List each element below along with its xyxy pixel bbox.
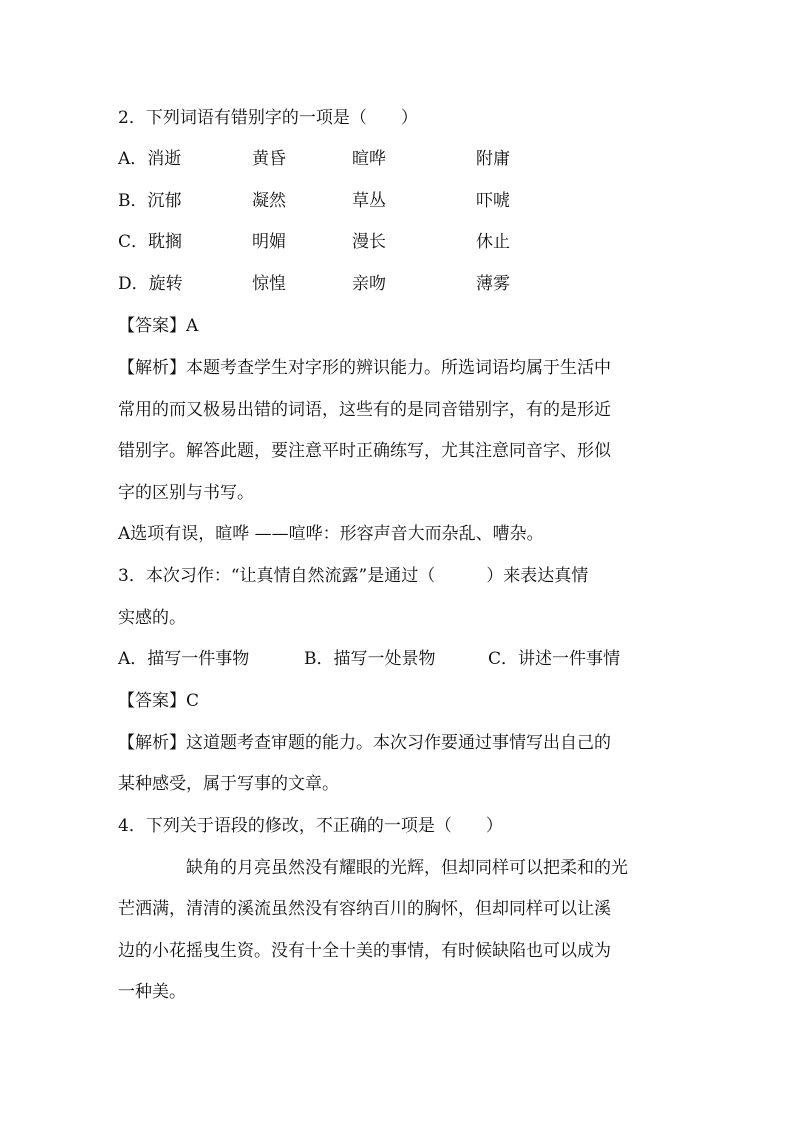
- question-3-stem-line-2: 实感的。: [118, 608, 186, 628]
- question-2-analysis-line-2: 常用的而又极易出错的词语，这些有的是同音错别字，有的是形近: [118, 400, 611, 420]
- option-b-word-4: 吓唬: [476, 191, 510, 211]
- option-c-word-3: 漫长: [352, 232, 386, 252]
- option-d-word-3: 亲吻: [352, 274, 386, 294]
- option-d-word-4: 薄雾: [476, 274, 510, 294]
- question-3-stem-line-1: 3．本次习作：“让真情自然流露”是通过（ ）来表达真情: [118, 566, 589, 586]
- question-2-analysis-line-3: 错别字。解答此题，要注意平时正确练写，尤其注意同音字、形似: [118, 441, 611, 461]
- question-2-analysis-line-4: 字的区别与书写。: [118, 483, 254, 503]
- option-b-word-3: 草丛: [352, 191, 386, 211]
- question-2-option-c: [118, 230, 678, 254]
- question-4-passage-line-2: 芒洒满，清清的溪流虽然没有容纳百川的胸怀，但却同样可以让溪: [118, 899, 611, 919]
- question-3-option-b: B．描写一处景物: [304, 649, 436, 669]
- question-3-analysis-line-2: 某种感受，属于写事的文章。: [118, 774, 339, 794]
- option-b-word-1: B．沉郁: [118, 191, 182, 211]
- option-a-word-1: A．消逝: [118, 149, 182, 169]
- option-a-word-2: 黄昏: [252, 149, 286, 169]
- question-2-analysis-line-5: A选项有误，暄哗 ——喧哗：形容声音大而杂乱、嘈杂。: [118, 524, 544, 544]
- question-3-answer: 【答案】C: [118, 691, 200, 711]
- question-2-stem: 2．下列词语有错别字的一项是（ ）: [118, 108, 418, 128]
- question-2-option-a: [118, 147, 678, 171]
- question-2-answer: 【答案】A: [118, 316, 199, 336]
- question-4-passage-line-1: 缺角的月亮虽然没有耀眼的光辉，但却同样可以把柔和的光: [186, 858, 628, 878]
- question-4-passage-line-3: 边的小花摇曳生资。没有十全十美的事情，有时候缺陷也可以成为: [118, 941, 611, 961]
- question-2-option-b: [118, 189, 678, 213]
- question-3-analysis-line-1: 【解析】这道题考查审题的能力。本次习作要通过事情写出自己的: [118, 733, 611, 753]
- question-2-analysis-line-1: 【解析】本题考查学生对字形的辨识能力。所选词语均属于生活中: [118, 358, 611, 378]
- question-3-options: [118, 647, 678, 671]
- option-c-word-2: 明媚: [252, 232, 286, 252]
- option-d-word-2: 惊惶: [252, 274, 286, 294]
- question-3-option-a: A．描写一件事物: [118, 649, 250, 669]
- option-a-word-4: 附庸: [476, 149, 510, 169]
- question-4-stem: 4．下列关于语段的修改，不正确的一项是（ ）: [118, 816, 503, 836]
- question-3-option-c: C．讲述一件事情: [488, 649, 621, 669]
- option-c-word-1: C．耽搁: [118, 232, 183, 252]
- option-c-word-4: 休止: [476, 232, 510, 252]
- option-b-word-2: 凝然: [252, 191, 286, 211]
- option-d-word-1: D．旋转: [118, 274, 183, 294]
- question-2-option-d: [118, 272, 678, 296]
- option-a-word-3: 暄哗: [352, 149, 386, 169]
- question-4-passage-line-4: 一种美。: [118, 982, 186, 1002]
